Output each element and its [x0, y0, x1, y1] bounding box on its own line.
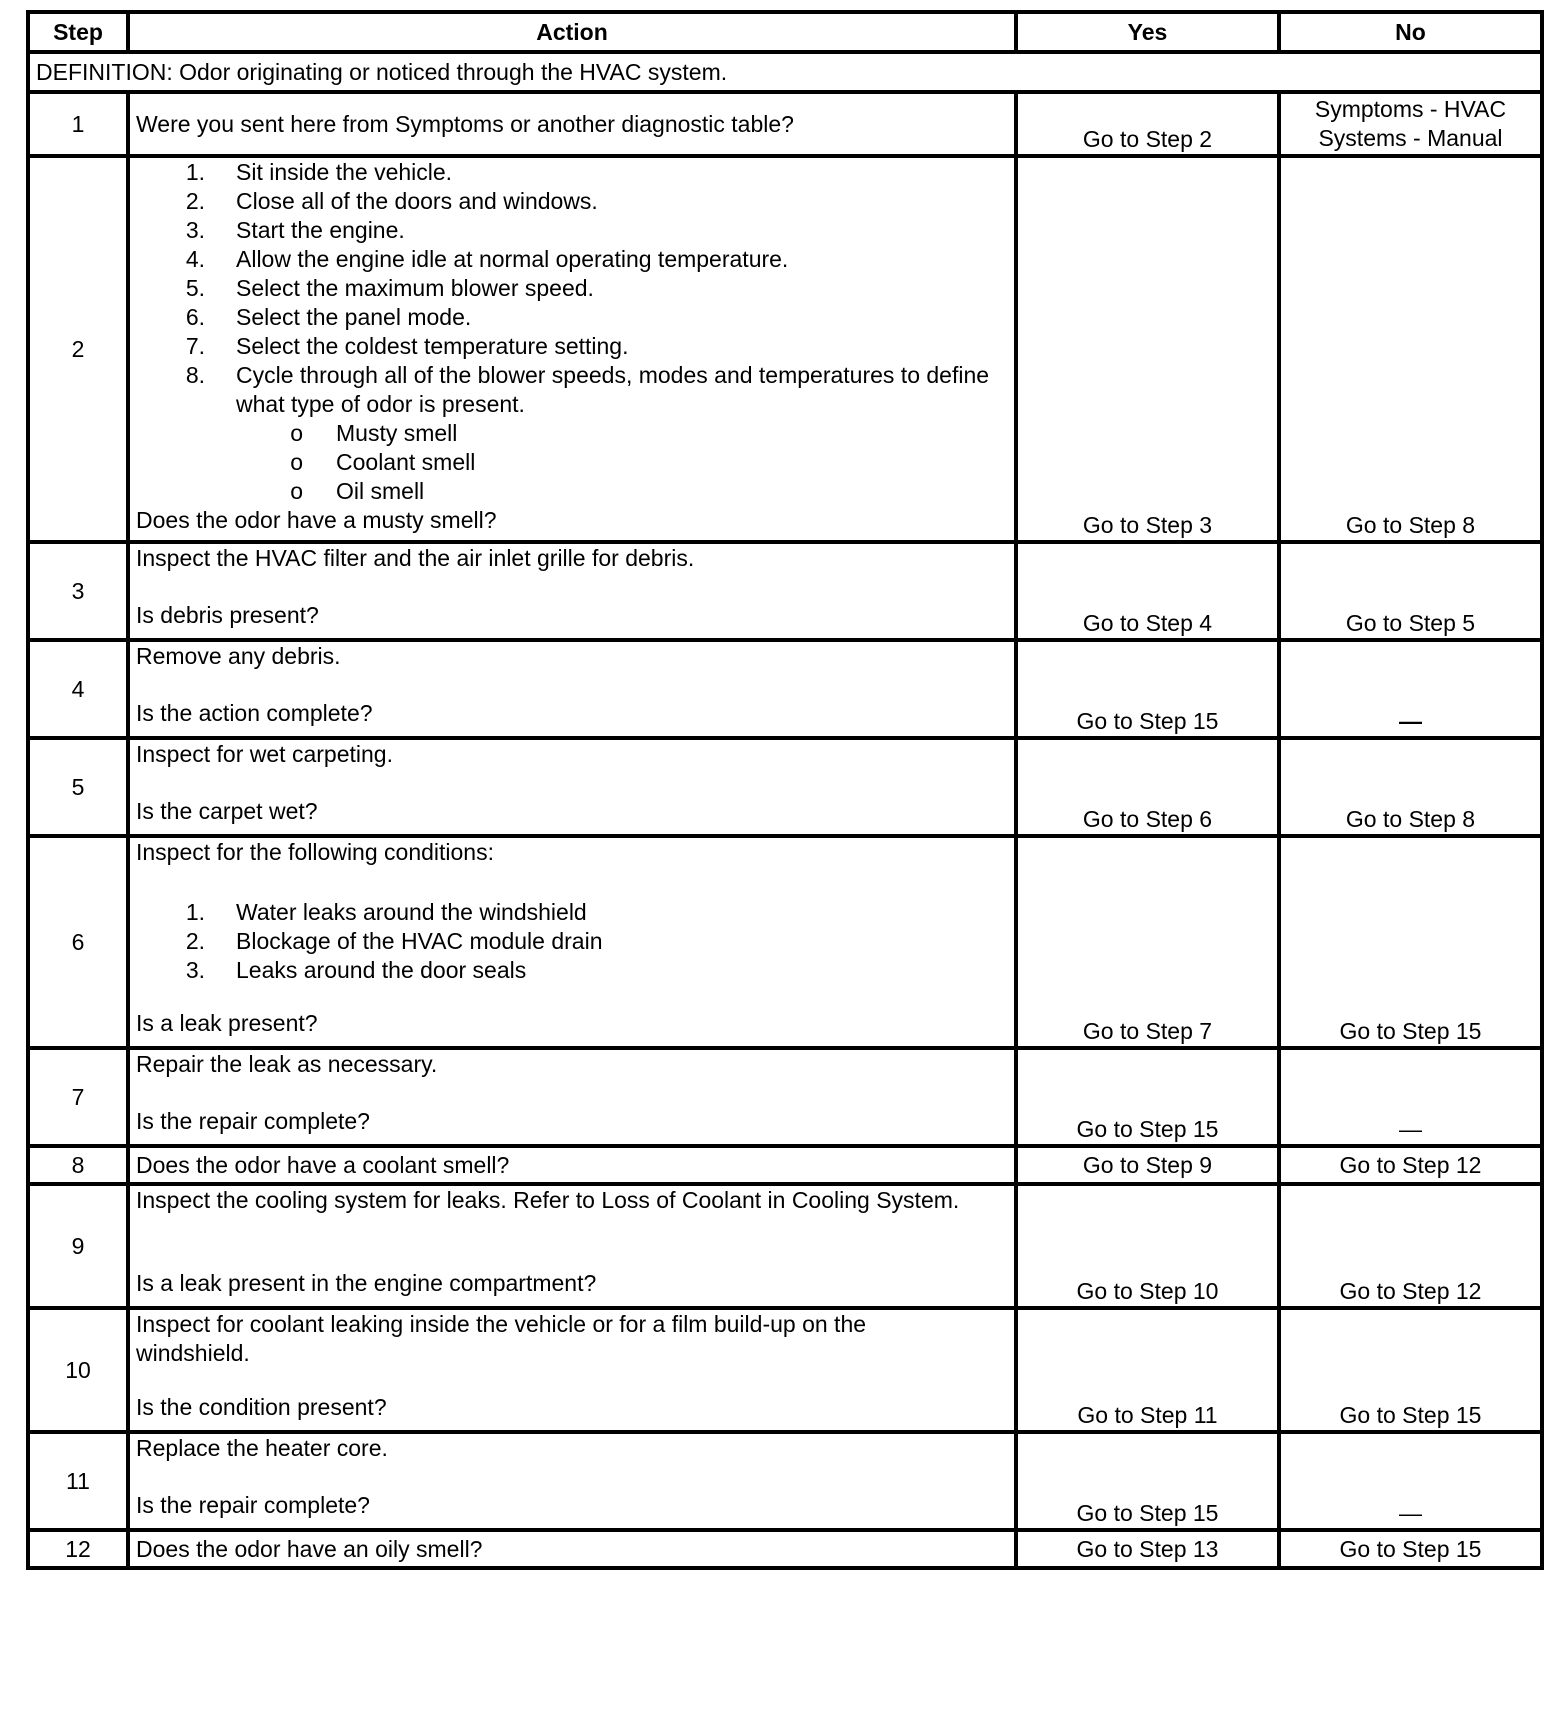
yes-cell: Go to Step 7	[1016, 836, 1279, 1048]
table-row	[28, 542, 1542, 640]
header-step: Step	[28, 12, 128, 52]
step-number: 1	[28, 92, 128, 156]
action-cell	[128, 1048, 1016, 1146]
step-number: 3	[28, 542, 128, 640]
table-row	[28, 1308, 1542, 1432]
instruction-text: Repair the leak as necessary.	[136, 1051, 438, 1077]
no-cell: Go to Step 5	[1279, 542, 1542, 640]
list-item: 1. Water leaks around the windshield	[185, 899, 587, 925]
table-row	[28, 1146, 1542, 1184]
yes-cell: Go to Step 4	[1016, 542, 1279, 640]
no-cell: Go to Step 15	[1279, 1308, 1542, 1432]
definition-text: DEFINITION: Odor originating or noticed through the HVAC system.	[28, 52, 1542, 92]
list-item: 1. Sit inside the vehicle.	[185, 159, 453, 185]
question-text: Is the carpet wet?	[136, 798, 318, 824]
step-number: 12	[28, 1530, 128, 1568]
action-cell	[128, 640, 1016, 738]
step-number: 11	[28, 1432, 128, 1530]
table-row	[28, 1530, 1542, 1568]
step-number: 7	[28, 1048, 128, 1146]
no-cell: Go to Step 15	[1279, 836, 1542, 1048]
question-text: Is the action complete?	[136, 700, 373, 726]
odor-type-list	[136, 419, 1008, 506]
header-no: No	[1279, 12, 1542, 52]
list-item: 4. Allow the engine idle at normal operating temperature.	[185, 246, 789, 272]
procedure-list	[136, 158, 1008, 419]
condition-list	[136, 898, 1008, 985]
step-number: 10	[28, 1308, 128, 1432]
question-text: Is debris present?	[136, 602, 319, 628]
list-item: 5. Select the maximum blower speed.	[185, 275, 594, 301]
action-cell	[128, 1308, 1016, 1432]
no-cell	[1279, 92, 1542, 156]
table-row	[28, 92, 1542, 156]
action-cell	[128, 156, 1016, 542]
yes-cell: Go to Step 9	[1016, 1146, 1279, 1184]
question-text: Does the odor have a musty smell?	[136, 507, 497, 533]
no-answer-dash: —	[1399, 708, 1422, 734]
action-cell	[128, 92, 1016, 156]
step-number: 5	[28, 738, 128, 836]
list-item: 2. Blockage of the HVAC module drain	[185, 928, 603, 954]
yes-cell: Go to Step 6	[1016, 738, 1279, 836]
instruction-text: Inspect the HVAC filter and the air inlet grille for debris.	[136, 545, 695, 571]
list-item: o Oil smell	[290, 478, 425, 504]
step-number: 9	[28, 1184, 128, 1308]
yes-cell: Go to Step 11	[1016, 1308, 1279, 1432]
action-cell	[128, 542, 1016, 640]
question-text: Does the odor have an oily smell?	[136, 1535, 483, 1562]
table-row	[28, 1184, 1542, 1308]
no-cell: —	[1279, 1432, 1542, 1530]
question-text: Is the repair complete?	[136, 1492, 370, 1518]
yes-cell: Go to Step 15	[1016, 1432, 1279, 1530]
table-row	[28, 738, 1542, 836]
list-item: o Musty smell	[290, 420, 458, 446]
table-row	[28, 836, 1542, 1048]
no-cell: Go to Step 12	[1279, 1146, 1542, 1184]
table-row	[28, 640, 1542, 738]
step-number: 4	[28, 640, 128, 738]
action-cell	[128, 836, 1016, 1048]
step-number: 6	[28, 836, 128, 1048]
action-cell	[128, 1432, 1016, 1530]
list-item: 3. Leaks around the door seals	[185, 957, 527, 983]
diagnostic-table	[26, 10, 1544, 1570]
no-text-line2: Systems - Manual	[1318, 125, 1503, 151]
instruction-text: Inspect the cooling system for leaks. Refer to Loss of Coolant in Cooling System.	[136, 1187, 960, 1213]
table-row	[28, 156, 1542, 542]
yes-cell: Go to Step 10	[1016, 1184, 1279, 1308]
step-number: 8	[28, 1146, 128, 1184]
question-text: Does the odor have a coolant smell?	[136, 1151, 510, 1178]
action-cell	[128, 738, 1016, 836]
list-item: o Coolant smell	[290, 449, 476, 475]
action-cell	[128, 1146, 1016, 1184]
step-number: 2	[28, 156, 128, 542]
table-row	[28, 1048, 1542, 1146]
list-item: 7. Select the coldest temperature setting.	[185, 333, 629, 359]
action-cell	[128, 1184, 1016, 1308]
list-item: 2. Close all of the doors and windows.	[185, 188, 598, 214]
list-item: 3. Start the engine.	[185, 217, 405, 243]
instruction-text: Replace the heater core.	[136, 1435, 388, 1461]
no-cell: Go to Step 12	[1279, 1184, 1542, 1308]
no-cell: Go to Step 8	[1279, 738, 1542, 836]
question-text: Is a leak present in the engine compartment?	[136, 1270, 597, 1296]
instruction-text: Inspect for wet carpeting.	[136, 741, 393, 767]
definition-row	[28, 52, 1542, 92]
yes-cell: Go to Step 13	[1016, 1530, 1279, 1568]
question-text: Is a leak present?	[136, 1010, 318, 1036]
list-item: 8. Cycle through all of the blower speeds, modes and temperatures to define what type of odor is present.	[185, 362, 990, 417]
yes-cell: Go to Step 15	[1016, 1048, 1279, 1146]
header-action: Action	[128, 12, 1016, 52]
header-row	[28, 12, 1542, 52]
list-item: 6. Select the panel mode.	[185, 304, 472, 330]
no-cell: —	[1279, 1048, 1542, 1146]
yes-cell: Go to Step 3	[1016, 156, 1279, 542]
yes-cell: Go to Step 15	[1016, 640, 1279, 738]
no-cell	[1279, 640, 1542, 738]
no-cell: Go to Step 15	[1279, 1530, 1542, 1568]
no-text-line1: Symptoms - HVAC	[1314, 96, 1507, 122]
instruction-text: Remove any debris.	[136, 643, 341, 669]
header-yes: Yes	[1016, 12, 1279, 52]
yes-cell: Go to Step 2	[1016, 92, 1279, 156]
no-cell: Go to Step 8	[1279, 156, 1542, 542]
instruction-text: Inspect for coolant leaking inside the vehicle or for a film build-up on the windshield.	[136, 1311, 867, 1366]
question-text: Were you sent here from Symptoms or another diagnostic table?	[136, 110, 794, 137]
table-row	[28, 1432, 1542, 1530]
question-text: Is the condition present?	[136, 1394, 387, 1420]
action-cell	[128, 1530, 1016, 1568]
question-text: Is the repair complete?	[136, 1108, 370, 1134]
instruction-text: Inspect for the following conditions:	[136, 839, 494, 865]
